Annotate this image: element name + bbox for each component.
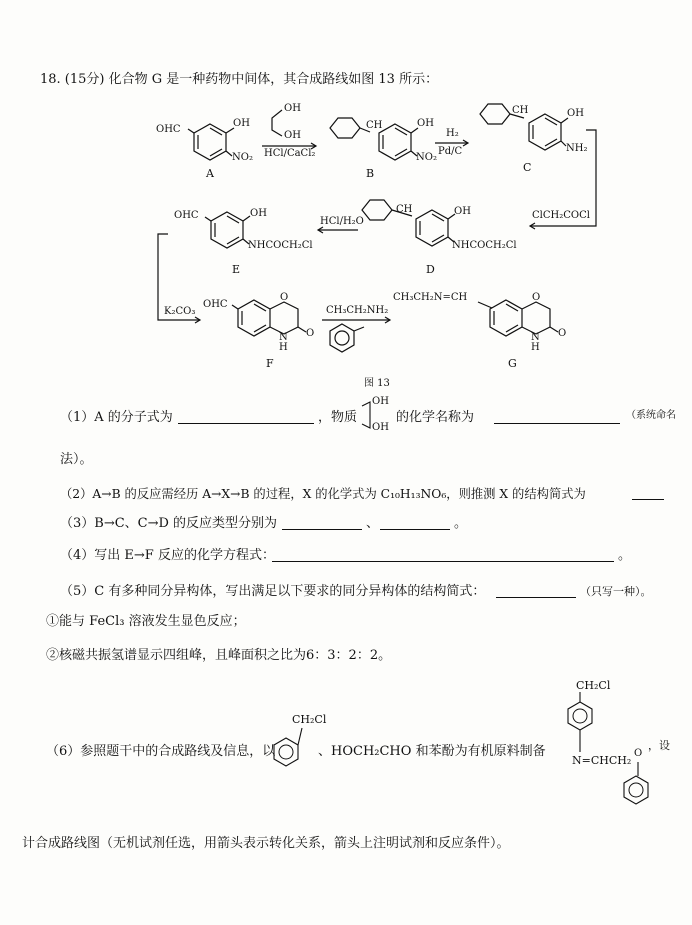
reagent-cd: ClCH₂COCl [532,210,590,221]
compound-f-n: N [279,332,288,343]
compound-a-cho: OHC [156,124,181,135]
part3-text: （3）B→C、C→D 的反应类型分别为 [60,516,278,531]
compound-b-label: B [366,167,375,180]
part4-blank[interactable] [272,550,614,562]
compound-g-h: H [531,342,540,353]
part5-text: （5）C 有多种同分异构体，写出满足以下要求的同分异构体的结构简式： [60,584,486,599]
compound-g-structure [478,300,558,336]
compound-c-oh: OH [567,108,584,119]
compound-d-oh: OH [454,206,471,217]
figure-caption: 图 13 [364,378,390,389]
compound-e-oh: OH [250,208,267,219]
part1-text-b: ，物质 [318,410,358,425]
part6-text-a: （6）参照题干中的合成路线及信息，以 [46,744,276,759]
part2-blank[interactable] [632,488,664,500]
compound-f-label: F [266,357,274,370]
reagent-ab-oh1: OH [284,103,301,114]
part1-note: （系统命名 [626,410,676,421]
question-header: 18. (15分) 化合物 G 是一种药物中间体，其合成路线如图 13 所示： [40,72,439,87]
compound-a-oh: OH [233,118,250,129]
part4-end: 。 [618,548,632,563]
compound-a-no2: NO₂ [232,152,253,163]
compound-g-n: N [531,332,540,343]
part1-oh2: OH [372,422,389,433]
part6-tail: ，设 [648,739,670,752]
condition-1: ①能与 FeCl₃ 溶液发生显色反应； [46,614,246,629]
part3-blank-1[interactable] [282,518,362,530]
reagent-bc-bottom: Pd/C [438,146,463,157]
reagent-bc-top: H₂ [446,128,459,139]
synthesis-scheme [0,0,692,380]
compound-b-ch: CH [366,120,383,131]
part3-end: 。 [454,516,468,531]
reagent-ef: K₂CO₃ [164,306,196,317]
part5-note: （只写一种）。 [580,585,652,598]
compound-f-carbonyl-o: O [306,328,315,339]
target-chain: N=CHCH₂ [572,754,632,767]
compound-a-label: A [206,167,214,180]
target-molecule-structure [552,680,662,810]
compound-c-ch: CH [512,105,529,116]
reagent-de: HCl/H₂O [320,216,364,227]
target-o: O [634,748,643,759]
part6-ch2cl: CH₂Cl [292,713,327,726]
part1-blank-name[interactable] [494,412,620,424]
condition-2: ②核磁共振氢谱显示四组峰，且峰面积之比为6：3：2：2。 [46,648,392,663]
part1-text-a: （1）A 的分子式为 [60,410,173,425]
part6-text-b: 、HOCH₂CHO 和苯酚为有机原料制备 [318,744,546,759]
compound-d-sub: NHCOCH₂Cl [452,240,517,251]
compound-g-label: G [508,357,517,370]
part3-sep: 、 [366,516,380,531]
compound-c-nh2: NH₂ [566,143,588,154]
part3-blank-2[interactable] [380,518,450,530]
part1-cont: 法）。 [60,452,93,467]
part4-text: （4）写出 E→F 反应的化学方程式： [60,548,275,563]
reagent-ab-oh2: OH [284,130,301,141]
part5-blank[interactable] [496,586,576,598]
compound-g-chain: CH₃CH₂N=CH [393,292,468,303]
part1-oh1: OH [372,396,389,407]
reagent-fg-top: CH₃CH₂NH₂ [326,305,389,316]
compound-d-label: D [426,263,435,276]
compound-f-cho: OHC [203,299,228,310]
compound-g-ring-o: O [532,292,541,303]
compound-a-ring [188,124,234,160]
compound-f-structure [232,300,306,336]
arrow-f-g [322,317,390,352]
compound-f-ring-o: O [280,292,289,303]
reagent-ab-bottom: HCl/CaCl₂ [264,148,316,159]
compound-b-oh: OH [417,118,434,129]
part1-blank-formula[interactable] [178,412,314,424]
compound-f-h: H [279,342,288,353]
compound-b-no2: NO₂ [416,152,437,163]
part1-text-c: 的化学名称为 [396,410,475,425]
part2-text: （2）A→B 的反应需经历 A→X→B 的过程，X 的化学式为 C₁₀H₁₃NO₆，则推测 X 的结构简式为 [60,487,586,501]
compound-e-sub: NHCOCH₂Cl [248,240,313,251]
target-ch2cl: CH₂Cl [576,679,611,692]
compound-e-cho: OHC [174,210,199,221]
compound-c-label: C [523,161,532,174]
compound-d-ch: CH [396,204,413,215]
compound-e-label: E [232,263,241,276]
compound-e-structure [205,212,250,248]
part6-cont: 计合成路线图（无机试剂任选，用箭头表示转化关系，箭头上注明试剂和反应条件）。 [22,836,510,851]
compound-g-carbonyl-o: O [558,328,567,339]
